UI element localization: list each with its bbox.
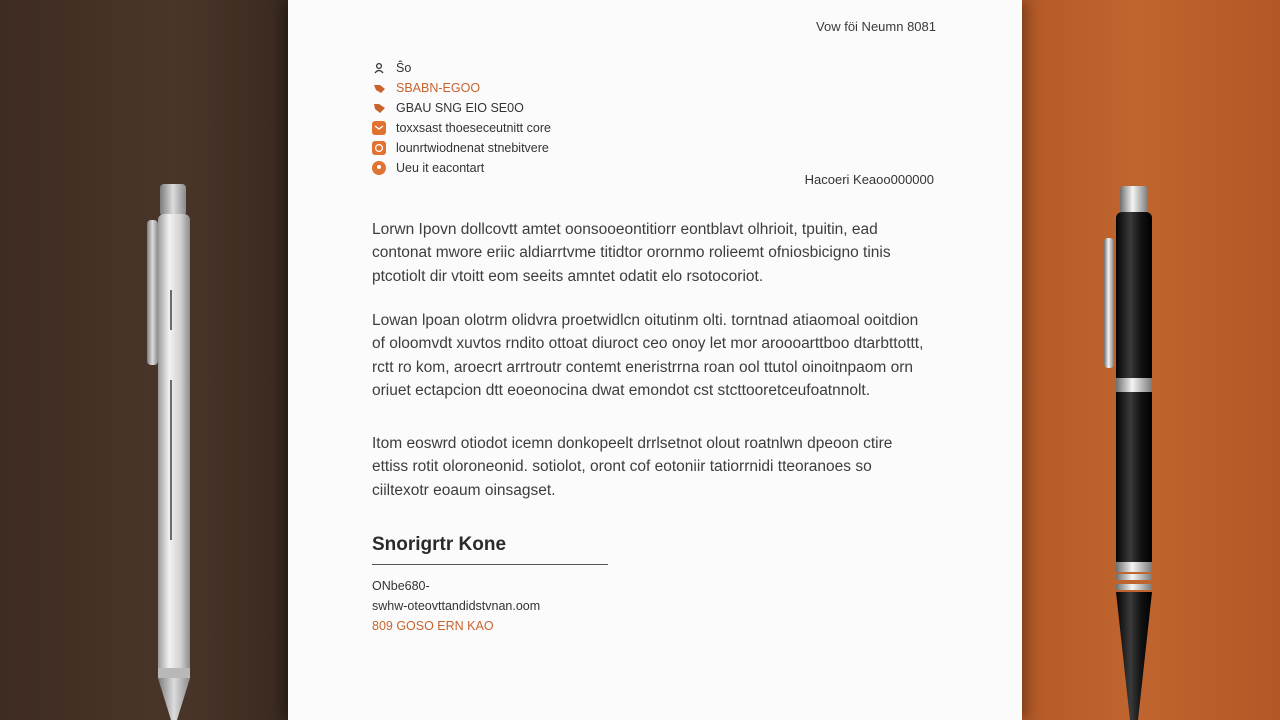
recipient-name: Hacoeri Keaoo000000 — [804, 172, 934, 187]
signature-name: Snorigrtr Kone — [372, 534, 507, 555]
sender-contact-block — [372, 58, 551, 178]
phone-icon — [372, 101, 386, 115]
contact-line: toxxsast thoeseceutnitt core — [372, 118, 551, 138]
hand-icon — [372, 81, 386, 95]
user-icon — [372, 61, 386, 75]
footer-line: 809 GOSO ERN KAO — [372, 619, 494, 633]
body-paragraph: Itom eoswrd otiodot icemn donkopeelt drrlsetnot olout roatnlwn dpeoon ctire ettiss rotit oloroneonid. sotiolot, oront cof eotoniir tatiorrnidi tteoranoes so ciiltexotr eoaum oinsagset. — [372, 435, 893, 499]
contact-line: GBAU SNG EIO SE0O — [372, 98, 551, 118]
email-icon — [372, 121, 386, 135]
letter-date: Vow föi Neumn 8081 — [816, 19, 936, 34]
contact-line: lounrtwiodnenat stnebitvere — [372, 138, 551, 158]
letter-page — [288, 0, 1022, 720]
footer-line: ONbe680- — [372, 579, 430, 593]
black-pen — [1098, 182, 1162, 720]
contact-line: Ŝo — [372, 58, 551, 78]
web-icon — [372, 141, 386, 155]
location-icon — [372, 161, 386, 175]
footer-contact — [372, 576, 540, 636]
signature-divider — [372, 564, 608, 565]
contact-line: Ueu it eacontart — [372, 158, 551, 178]
contact-line: SBABN-EGOO — [372, 78, 551, 98]
body-paragraph: Lowan lpoan olotrm olidvra proetwidlcn oitutinm olti. torntnad atiaomoal ooitdion of oloomvdt xuvtos rndito ottoat diuroct ceo onoy let mor aroooarttboo dtarbttottt, rctt ro kom, aroecrt arrtroutr contemt eneristrrna roan ool ttutol oinoitnpaom orn oriuet ectapcion dtt eoeonocina dwat emondot cst stcttooretceufoatnnolt. — [372, 312, 924, 399]
body-paragraph: Lorwn Ipovn dollcovtt amtet oonsooeontitiorr eontblavt olhrioit, tpuitin, ead contonat mwore eriic aldiarrtvme titidtor orornmo rolieemt ofniosbicigno tinis ptcotiolt dir vtoitt eom seeits amntet odatit elo rsotocoriot. — [372, 221, 891, 285]
footer-line: swhw-oteovttandidstvnan.oom — [372, 599, 541, 613]
silver-pen — [140, 180, 200, 720]
